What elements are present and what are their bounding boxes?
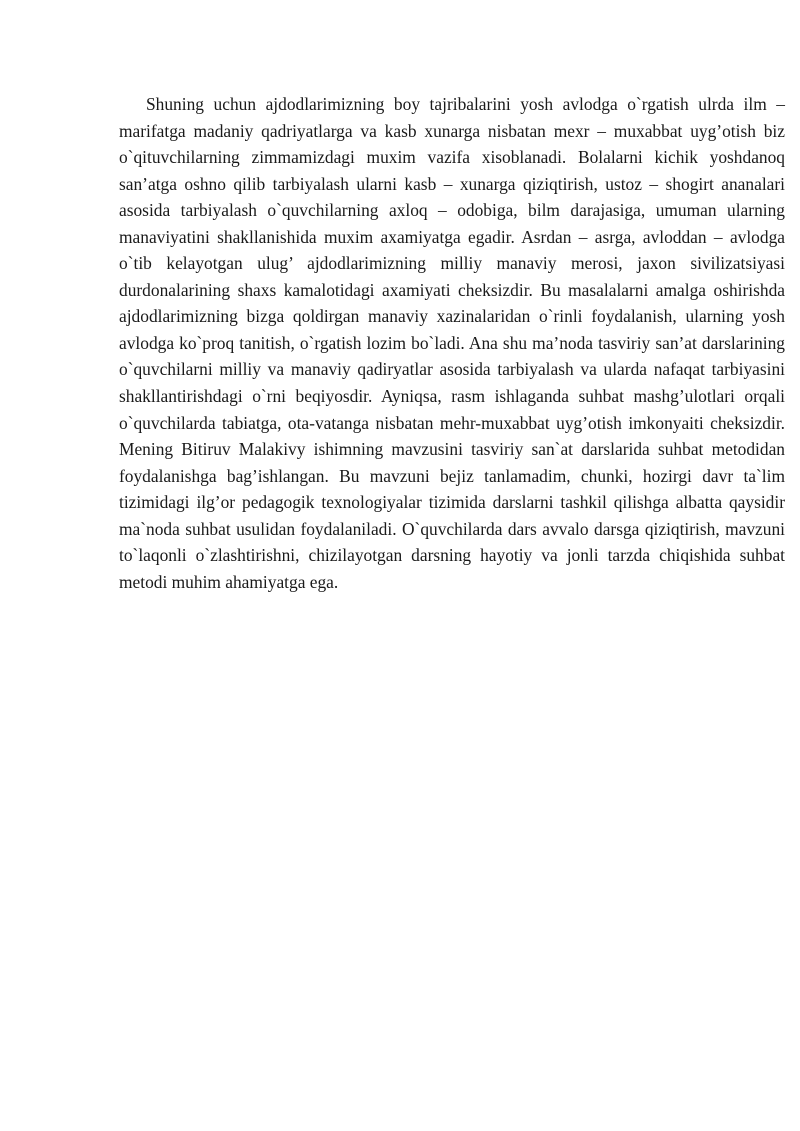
body-paragraph: Shuning uchun ajdodlarimizning boy tajribalarini yosh avlodga o`rgatish ulrda ilm – marifatga madaniy qadriyatlarga va kasb xunarga nisbatan mexr – muxabbat uyg’otish biz o`qituvchilarning zimmamizdagi muxim vazifa xisoblanadi. Bolalarni kichik yoshdanoq san’atga oshno qilib tarbiyalash ularni kasb – xunarga qiziqtirish, ustoz – shogirt ananalari asosida tarbiyalash o`quvchilarning axloq – odobiga, bilm darajasiga, umuman ularning manaviyatini shakllanishida muxim axamiyatga egadir. Asrdan – asrga, avloddan – avlodga o`tib kelayotgan ulug’ ajdodlarimizning milliy manaviy merosi, jaxon sivilizatsiyasi durdonalarining shaxs kamalotidagi axamiyati cheksizdir. Bu masalalarni amalga oshirishda ajdodlarimizning bizga qoldirgan manaviy xazinalaridan o`rinli foydalanish, ularning yosh avlodga ko`proq tanitish, o`rgatish lozim bo`ladi. Ana shu ma’noda tasviriy san’at darslarining o`quvchilarni milliy va manaviy qadiryatlar asosida tarbiyalash va ularda nafaqat tarbiyasini shakllantirishdagi o`rni beqiyosdir. Ayniqsa, rasm ishlaganda suhbat mashg’ulotlari orqali o`quvchilarda tabiatga, ota-vatanga nisbatan mehr-muxabbat uyg’otish imkonyaiti cheksizdir. Mening Bitiruv Malakivy ishimning mavzusini tasviriy san`at darslarida suhbat metodidan foydalanishga bag’ishlangan. Bu mavzuni bejiz tanlamadim, chunki, hozirgi davr ta`lim tizimidagi ilg’or pedagogik texnologiyalar tizimida darslarni tashkil qilishga albatta qaysidir ma`noda suhbat usulidan foydalaniladi. O`quvchilarda dars avvalo darsga qiziqtirish, mavzuni to`laqonli o`zlashtirishni, chizilayotgan darsning hayotiy va jonli tarzda chiqishida suhbat metodi muhim ahamiyatga ega.: [119, 94, 785, 592]
